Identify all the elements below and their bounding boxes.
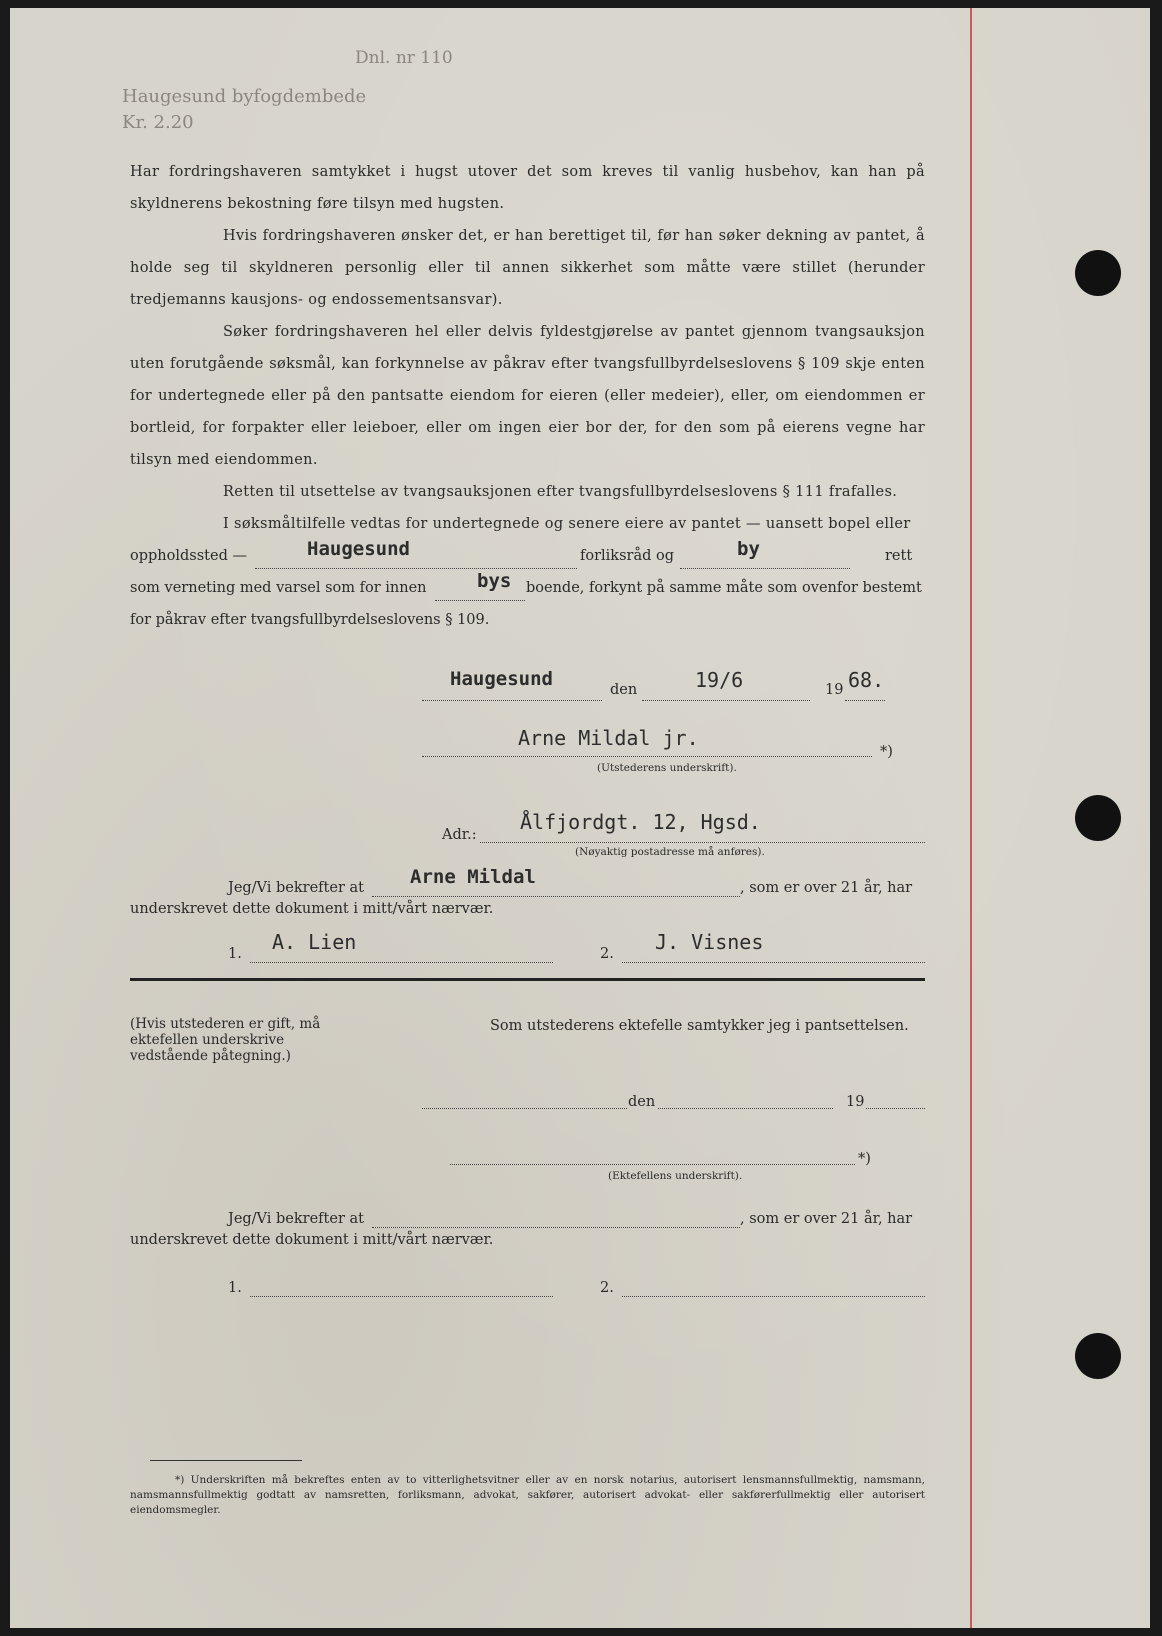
ghost-header-2: Haugesund byfogdembede [122, 86, 367, 107]
label-oppholdssted: oppholdssted — [130, 548, 247, 564]
issuer-asterisk: *) [880, 744, 893, 760]
witness1-label-age: , som er over 21 år, har [740, 880, 913, 896]
witness-b-line [622, 962, 925, 963]
label-rett: rett [885, 548, 913, 564]
spouse-signature-line [450, 1164, 855, 1165]
spouse-year-prefix: 19 [846, 1094, 865, 1110]
label-verneting: som verneting med varsel som for innen [130, 580, 427, 596]
section-divider [130, 978, 925, 981]
ghost-header-3: Kr. 2.20 [122, 112, 194, 133]
date-place-value: Haugesund [450, 668, 553, 690]
paragraph-tree-felling: Har fordringshaveren samtykket i hugst utover det som kreves til vanlig husbehov, kan han på skyldnerens bekostning føre tilsyn med hugsten. [130, 164, 925, 212]
spouse-den-label: den [628, 1094, 656, 1110]
date-place-line [422, 700, 602, 701]
spouse-asterisk: *) [858, 1151, 871, 1167]
address-label: Adr.: [442, 827, 477, 843]
witness1-num2: 2. [600, 946, 614, 962]
address-caption: (Nøyaktig postadresse må anføres). [575, 846, 765, 858]
spouse-caption: (Ektefellens underskrift). [608, 1170, 743, 1182]
witness2-num1: 1. [228, 1280, 242, 1296]
spouse-place-line [422, 1108, 627, 1109]
footnote-text: *) Underskriften må bekreftes enten av to vitterlighetsvitner eller av en norsk notarius, autorisert lensmannsfullmektig, namsmann, namsmannsfullmektig godtatt av namsretten, forliksmann, advokat, sakfører, autorisert advokat- eller sakførerfullmektig eller autorisert eiendomsmegler. [130, 1474, 925, 1516]
label-forliksrad: forliksråd og [580, 548, 675, 564]
witness2-label-signed: underskrevet dette dokument i mitt/vårt nærvær. [130, 1232, 494, 1248]
paragraph-lawsuit: I søksmåltilfelle vedtas for undertegnede og senere eiere av pantet — uansett bopel eller [223, 516, 911, 532]
issuer-signature: Arne Mildal jr. [518, 726, 699, 750]
within-line [435, 600, 525, 601]
witness-b-signature: J. Visnes [655, 930, 764, 954]
label-pakrav: for påkrav efter tvangsfullbyrdelseslovens § 109. [130, 612, 490, 628]
margin-line [970, 8, 972, 1628]
witness1-num1: 1. [228, 946, 242, 962]
year-line [845, 700, 885, 701]
witness1-label-confirm: Jeg/Vi bekrefter at [228, 880, 364, 896]
date-value: 19/6 [695, 668, 744, 692]
label-den: den [610, 682, 638, 698]
paragraph-personal-liability: Hvis fordringshaveren ønsker det, er han berettiget til, før han søker dekning av pantet, å holde seg til skyldneren personlig eller til annen sikkerhet som måtte være stillet (herunder tredjemanns kausjons- og endossementsansvar). [130, 228, 925, 308]
witness1-name-line [372, 896, 740, 897]
witness1-label-signed: underskrevet dette dokument i mitt/vårt nærvær. [130, 901, 494, 917]
witness2-b-line [622, 1296, 925, 1297]
document-page [10, 8, 1150, 1628]
witness1-name-value: Arne Mildal [410, 866, 536, 888]
paragraph-forced-auction: Søker fordringshaveren hel eller delvis fyldestgjørelse av pantet gjennom tvangsauksjon uten forutgående søksmål, kan forkynnelse av påkrav efter tvangsfullbyrdelseslovens § 109 skje enten for undertegnede eller på den pantsatte eiendom for eieren (eller medeier), eller, om eiendommen er bortleid, for forpakter eller leieboer, eller om ingen eier bor der, for den som på eierens vegne har tilsyn med eiendommen. [130, 324, 925, 468]
issuer-signature-line [422, 756, 872, 757]
footnote-rule [150, 1460, 302, 1461]
punch-hole-bottom [1075, 1333, 1121, 1379]
spouse-consent: Som utstederens ektefelle samtykker jeg i pantsettelsen. [490, 1018, 909, 1034]
witness2-num2: 2. [600, 1280, 614, 1296]
court-type-line [680, 568, 850, 569]
year-suffix-value: 68. [848, 668, 885, 692]
court-place-value: Haugesund [307, 538, 410, 560]
witness2-name-line [372, 1227, 740, 1228]
label-boende: boende, forkynt på samme måte som ovenfor bestemt [526, 580, 922, 596]
witness2-label-age: , som er over 21 år, har [740, 1211, 913, 1227]
witness2-label-confirm: Jeg/Vi bekrefter at [228, 1211, 364, 1227]
punch-hole-top [1075, 250, 1121, 296]
witness-a-signature: A. Lien [272, 930, 357, 954]
spouse-year-line [866, 1108, 925, 1109]
witness2-a-line [250, 1296, 553, 1297]
within-value: bys [477, 570, 512, 592]
spouse-date-line [658, 1108, 833, 1109]
paragraph-postponement: Retten til utsettelse av tvangsauksjonen efter tvangsfullbyrdelseslovens § 111 frafalles. [223, 484, 898, 500]
punch-hole-middle [1075, 795, 1121, 841]
address-value: Ålfjordgt. 12, Hgsd. [520, 810, 761, 834]
witness-a-line [250, 962, 553, 963]
spouse-note: (Hvis utstederen er gift, må ektefellen underskrive vedstående påtegning.) [130, 1016, 321, 1064]
year-prefix: 19 [825, 682, 844, 698]
date-line [642, 700, 810, 701]
court-type-value: by [737, 538, 760, 560]
address-line [480, 842, 925, 843]
court-place-line [255, 568, 577, 569]
issuer-caption: (Utstederens underskrift). [597, 762, 737, 774]
ghost-header-1: Dnl. nr 110 [355, 48, 453, 68]
